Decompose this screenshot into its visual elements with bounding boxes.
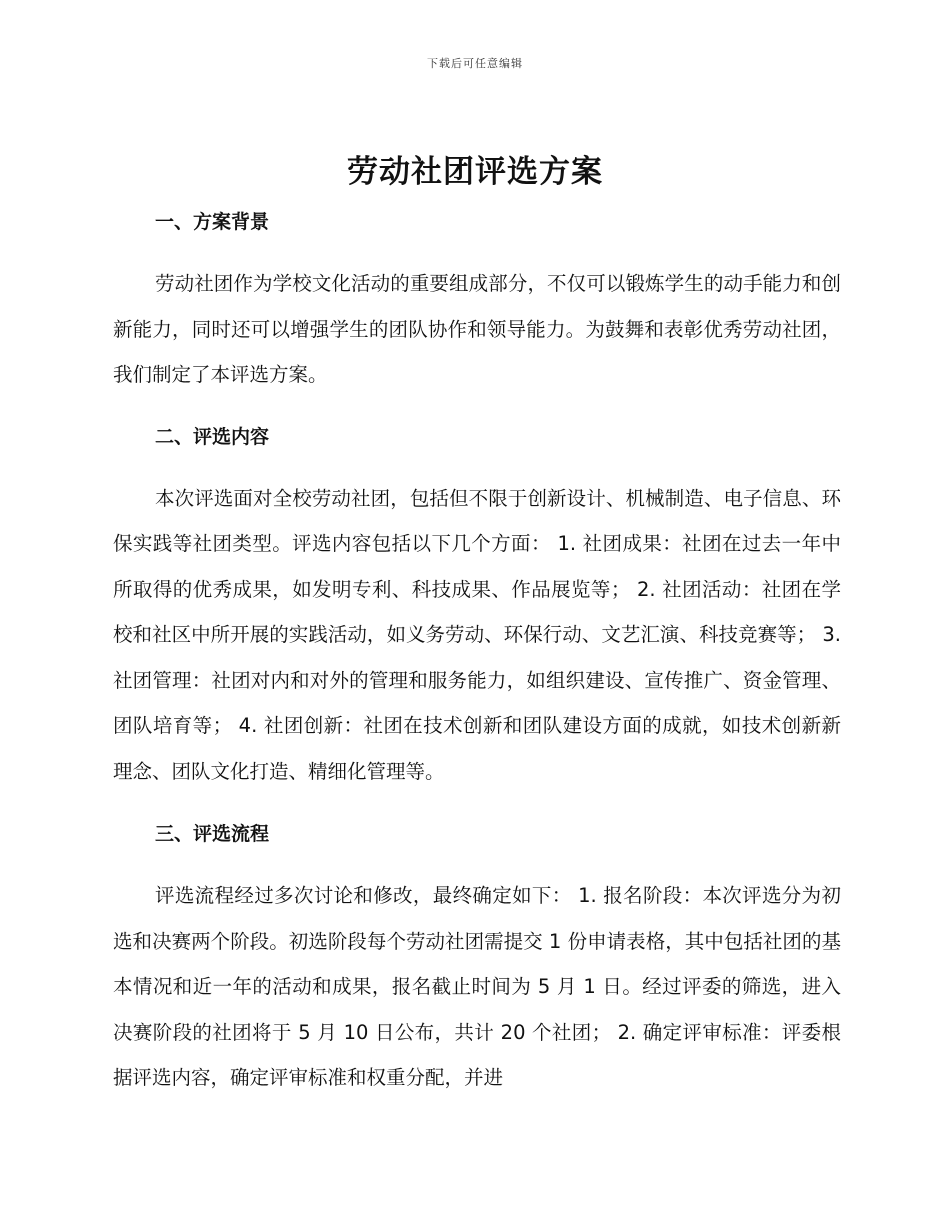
section-paragraph-process: 评选流程经过多次讨论和修改，最终确定如下： 1. 报名阶段：本次评选分为初选和决赛两个阶段。初选阶段每个劳动社团需提交 1 份申请表格，其中包括社团的基本情况和近一年的活动和成果，报名截止时间为 5 月 1 日。经过评委的筛选，进入决赛阶段的社团将于 5 月 10 日公布，共计 20 个社团； 2. 确定评审标准：评委根据评选内容，确定评审标准和权重分配，并进 <box>113 884 841 1089</box>
document-body <box>113 208 841 1101</box>
section-paragraph-background: 劳动社团作为学校文化活动的重要组成部分，不仅可以锻炼学生的动手能力和创新能力，同时还可以增强学生的团队协作和领导能力。为鼓舞和表彰优秀劳动社团，我们制定了本评选方案。 <box>113 272 841 386</box>
section-heading-process: 三、评选流程 <box>155 823 270 845</box>
section-paragraph-content: 本次评选面对全校劳动社团，包括但不限于创新设计、机械制造、电子信息、环保实践等社团类型。评选内容包括以下几个方面： 1. 社团成果：社团在过去一年中所取得的优秀成果，如发明专利、科技成果、作品展览等； 2. 社团活动：社团在学校和社区中所开展的实践活动，如义务劳动、环保行动、文艺汇演、科技竞赛等； 3. 社团管理：社团对内和对外的管理和服务能力，如组织建设、宣传推广、资金管理、团队培育等； 4. 社团创新：社团在技术创新和团队建设方面的成就，如技术创新新理念、团队文化打造、精细化管理等。 <box>113 486 841 783</box>
document-title: 劳动社团评选方案 <box>347 154 603 190</box>
section-heading-content: 二、评选内容 <box>155 425 270 448</box>
header-note: 下载后可任意编辑 <box>427 57 523 70</box>
section-heading-background: 一、方案背景 <box>155 211 270 233</box>
